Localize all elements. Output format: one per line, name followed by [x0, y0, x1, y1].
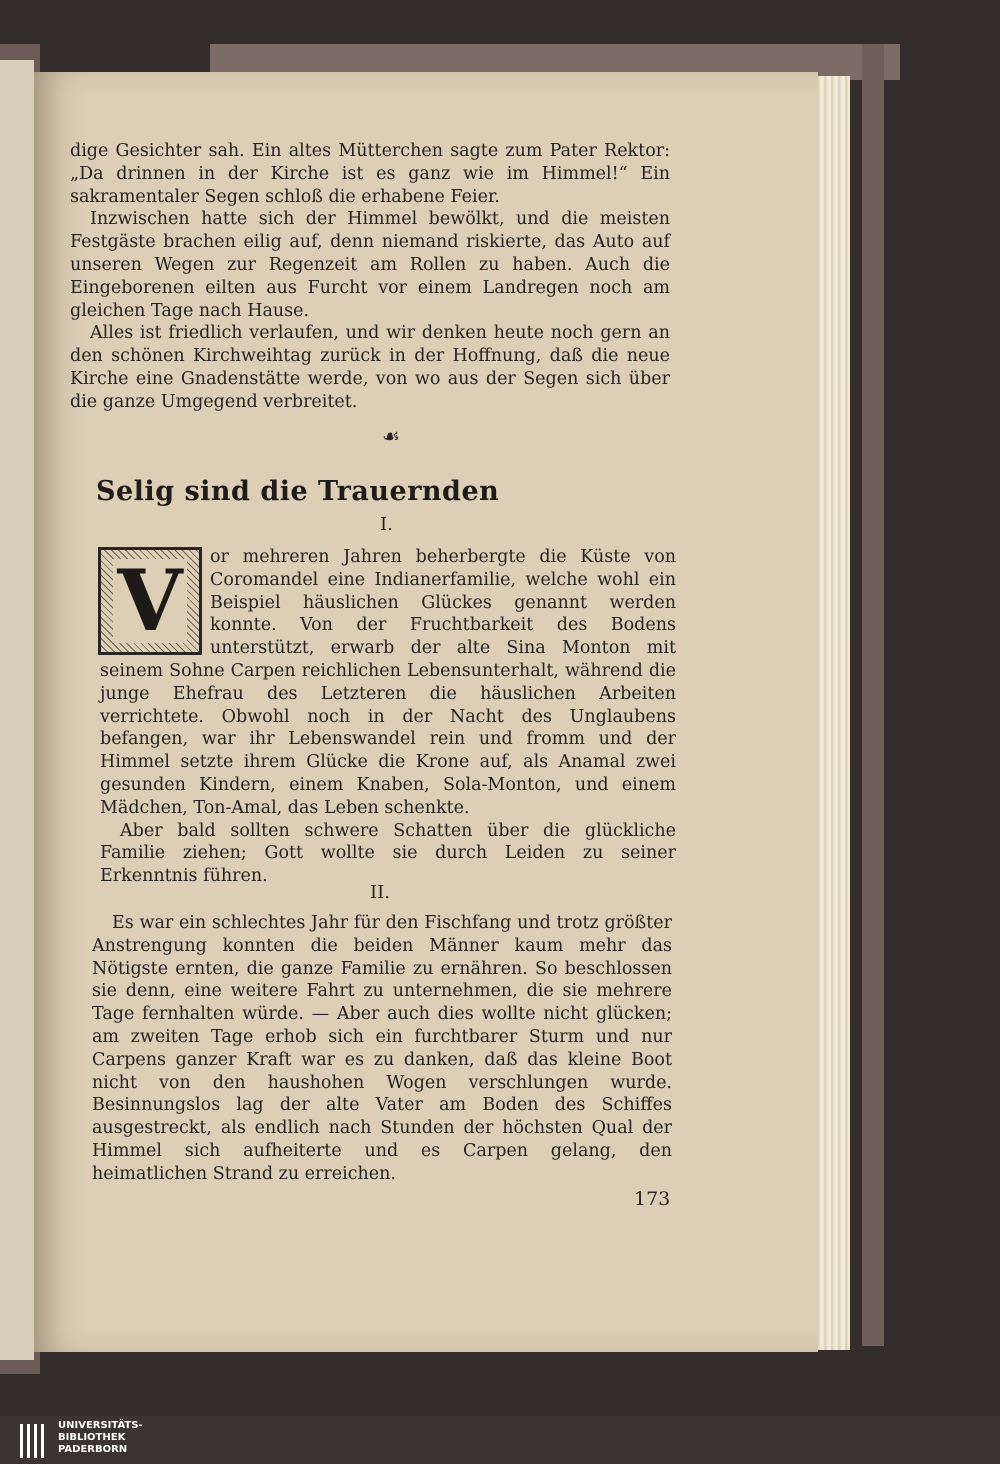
page-number: 173: [634, 1188, 671, 1210]
section-title: Selig sind die Trauernden: [96, 476, 500, 507]
part-one-numeral: I.: [380, 514, 393, 535]
paragraph-1: dige Gesichter sah. Ein altes Mütterchen sagte zum Pater Rektor: „Da drinnen in der Kirche ist es ganz wie im Himmel!“ Ein sakramentaler Segen schloß die erhabene Feier.: [70, 141, 670, 207]
part-two-paragraph-1: Es war ein schlechtes Jahr für den Fischfang und trotz größter Anstrengung konnten die beiden Männer kaum mehr das Nötigste ernten, die ganze Familie zu ernähren. So beschlossen sie denn, eine weitere Fahrt zu unternehmen, die sie mehrere Tage fernhalten würde. — Aber auch dies wollte nicht glücken; am zweiten Tage erhob sich ein furchtbarer Sturm und nur Carpens ganzer Kraft war es zu danken, daß das kleine Boot nicht von den haushohen Wogen verschlungen wurde. Besinnungslos lag der alte Vater am Boden des Schiffes ausgestreckt, als endlich nach Stunden der höchsten Qual der Himmel sich aufheiterte und es Carpen gelang, den heimatlichen Strand zu erreichen.: [92, 913, 672, 1184]
book-cover-right: [862, 44, 884, 1346]
logo-line-1: UNIVERSITÄTS-: [58, 1420, 143, 1431]
left-page-edge: [0, 60, 34, 1360]
logo-line-2: BIBLIOTHEK: [58, 1432, 126, 1443]
part-two-text-block: [92, 912, 672, 1186]
part-two-numeral: II.: [370, 882, 390, 903]
library-logo-text: [58, 1420, 143, 1456]
paragraph-3: Alles ist friedlich verlaufen, und wir denken heute noch gern an den schönen Kirchweihtag zurück in der Hoffnung, daß die neue Kirche eine Gnadenstätte werde, von wo aus der Segen sich über die ganze Umgegend verbreitet.: [70, 323, 670, 412]
drop-cap-letter: V: [113, 559, 186, 643]
part-one-text-block: [100, 546, 676, 888]
library-logo-icon: [20, 1424, 50, 1458]
ornament-icon: ☙: [382, 424, 400, 448]
part-one-paragraph-1: or mehreren Jahren beherbergte die Küste von Coromandel eine Indianerfamilie, welche wohl ein Beispiel häuslichen Glückes genannt werden konnte. Von der Fruchtbarkeit des Bodens unterstützt, erwarb der alte Sina Monton mit seinem Sohne Carpen reichlichen Lebensunterhalt, während die junge Ehefrau des Letzteren die häuslichen Arbeiten verrichtete. Obwohl noch in der Nacht des Unglaubens befangen, war ihr Lebenswandel rein und fromm und der Himmel setzte ihrem Glücke die Krone auf, als Anamal zwei gesunden Kindern, einem Knaben, Sola-Monton, und einem Mädchen, Ton-Amal, das Leben schenkte.: [100, 547, 676, 818]
logo-line-3: PADERBORN: [58, 1444, 128, 1455]
opening-text-block: [70, 140, 670, 414]
part-one-paragraph-2: Aber bald sollten schwere Schatten über die glückliche Familie ziehen; Gott wollte sie durch Leiden zu seiner Erkenntnis führen.: [100, 820, 676, 887]
paragraph-2: Inzwischen hatte sich der Himmel bewölkt, und die meisten Festgäste brachen eilig auf, denn niemand riskierte, das Auto auf unseren Wegen zur Regenzeit am Rollen zu haben. Auch die Eingeborenen eilten aus Furcht vor einem Landregen noch am gleichen Tage nach Hause.: [70, 209, 670, 321]
library-footer: [0, 1416, 1000, 1464]
